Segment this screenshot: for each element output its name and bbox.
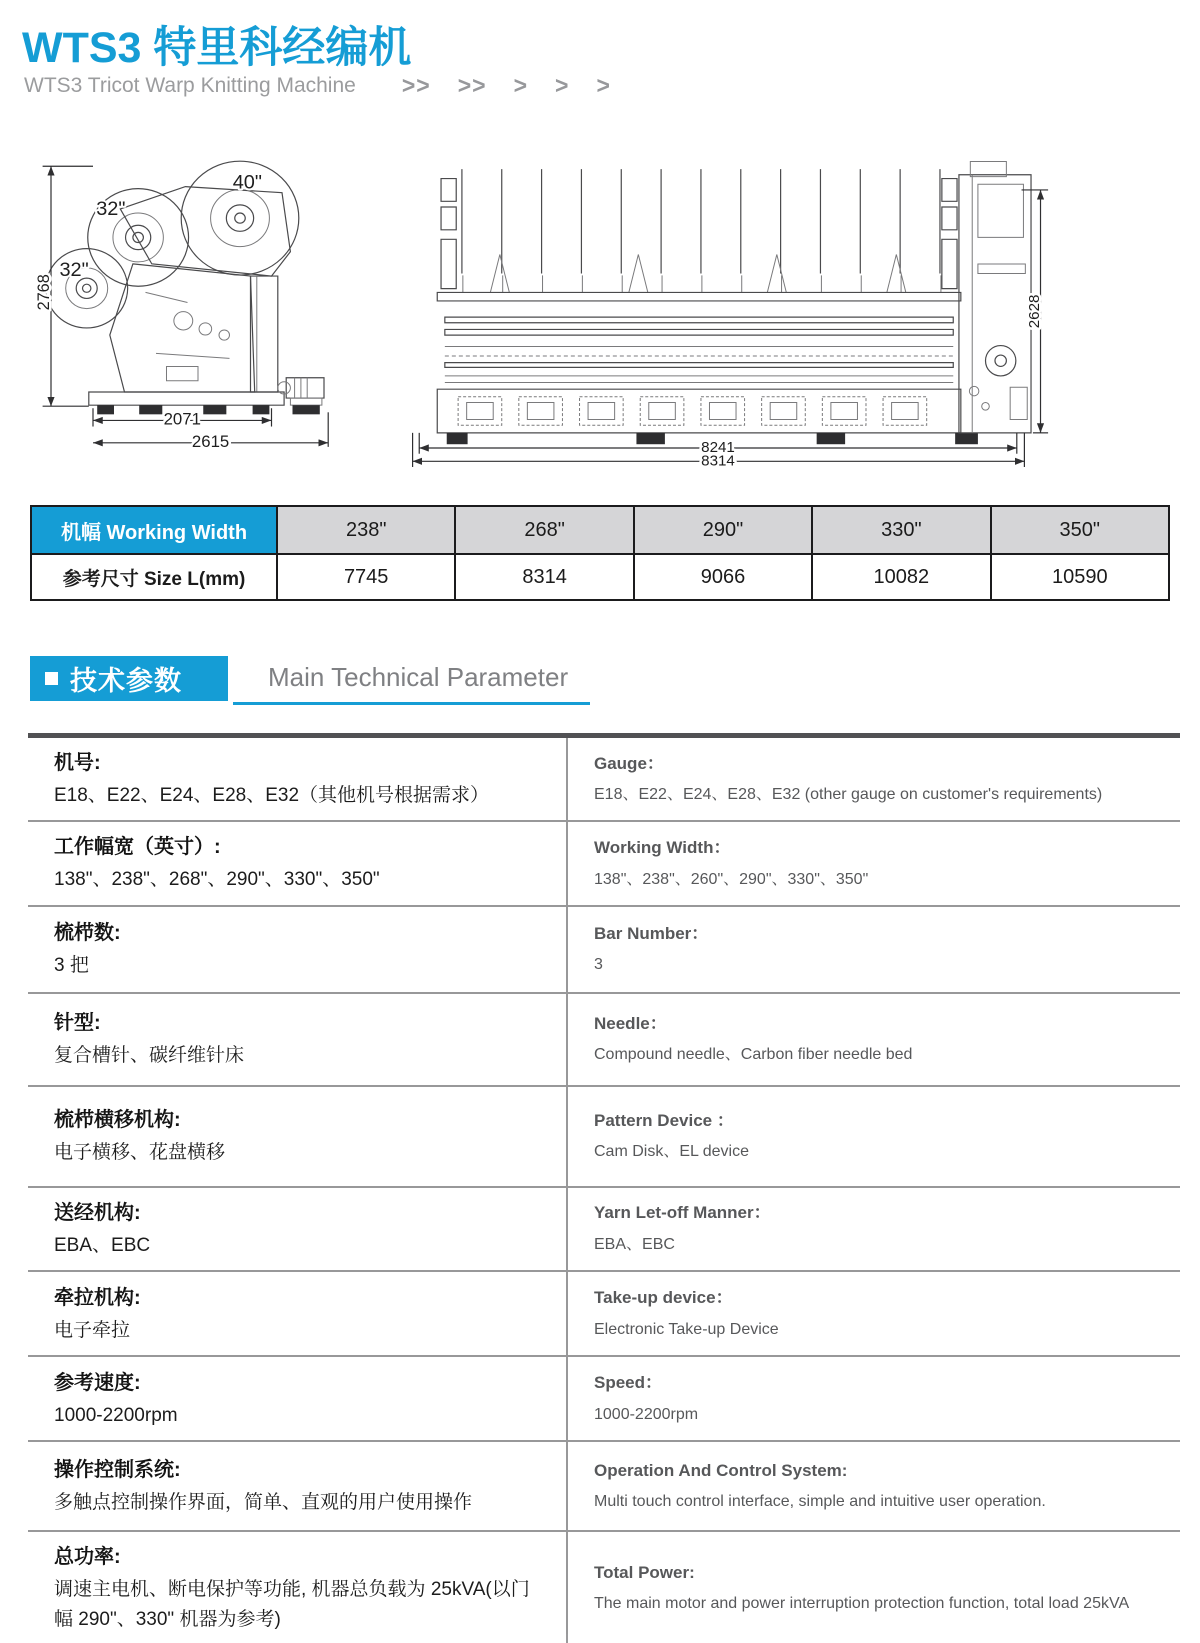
spec-value-en: Cam Disk、EL device: [594, 1143, 750, 1161]
spec-value-cn: 3 把: [54, 955, 89, 977]
spec-value-cn: 调速主电机、断电保护等功能, 机器总负载为 25kVA(以门幅 290"、330" 机器为参考): [54, 1579, 530, 1630]
dim-height-side: 2768: [33, 274, 54, 311]
spec-label-en: Take-up device：: [594, 1288, 733, 1308]
spec-cell-en: [568, 738, 1180, 820]
front-view-diagram: [405, 152, 1050, 467]
table-row-size: [31, 554, 1169, 600]
width-cell: 268": [455, 506, 633, 554]
spec-table: [28, 733, 1180, 1643]
spec-row-gauge: [28, 738, 1180, 822]
spec-value-en: EBA、EBC: [594, 1235, 675, 1253]
spec-value-en: E18、E22、E24、E28、E32 (other gauge on customer's requirements): [594, 786, 1103, 804]
page-subtitle-row: [24, 72, 611, 99]
width-cell: 330": [812, 506, 990, 554]
spec-cell-en: [568, 1532, 1180, 1643]
spec-row-bar-number: [28, 907, 1180, 994]
spec-cell-en: [568, 1442, 1180, 1530]
spec-cell-cn: [28, 1087, 568, 1186]
spec-value-en: Compound needle、Carbon fiber needle bed: [594, 1046, 913, 1064]
spec-cell-en: [568, 1188, 1180, 1270]
size-row-label: 参考尺寸 Size L(mm): [31, 554, 277, 600]
beam-label-32-bottom: 32": [59, 259, 89, 281]
section-badge-label: 技术参数: [70, 666, 182, 696]
spec-cell-cn: [28, 1188, 568, 1270]
spec-label-cn: 送经机构:: [54, 1201, 141, 1224]
spec-cell-cn: [28, 1272, 568, 1355]
width-cell: 290": [634, 506, 812, 554]
spec-cell-en: [568, 994, 1180, 1085]
spec-label-cn: 参考速度:: [54, 1371, 141, 1394]
section-badge: [30, 656, 228, 701]
spec-label-en: Needle：: [594, 1013, 667, 1033]
spec-cell-en: [568, 822, 1180, 904]
spec-cell-en: [568, 1087, 1180, 1186]
spec-label-cn: 操作控制系统:: [54, 1459, 181, 1482]
spec-label-en: Total Power:: [594, 1562, 695, 1582]
spec-value-en: 3: [594, 956, 603, 974]
spec-cell-cn: [28, 1357, 568, 1440]
dim-width-inner-front: 8241: [701, 439, 735, 457]
dim-height-front: 2628: [1025, 294, 1043, 329]
spec-label-en: Gauge：: [594, 753, 664, 773]
size-cell: 9066: [634, 554, 812, 600]
spec-row-working-width: [28, 822, 1180, 906]
side-view-diagram: [30, 150, 345, 455]
spec-label-cn: 梳栉数:: [54, 922, 121, 945]
square-bullet-icon: [45, 672, 58, 685]
spec-value-cn: 复合槽针、碳纤维针床: [54, 1045, 245, 1067]
spec-cell-cn: [28, 907, 568, 992]
spec-value-cn: 138"、238"、268"、290"、330"、350": [54, 869, 380, 891]
spec-row-total-power: [28, 1532, 1180, 1643]
spec-value-cn: 多触点控制操作界面，简单、直观的用户使用操作: [54, 1492, 473, 1514]
spec-cell-en: [568, 1357, 1180, 1440]
spec-cell-cn: [28, 738, 568, 820]
spec-cell-cn: [28, 1442, 568, 1530]
spec-value-en: 1000-2200rpm: [594, 1405, 699, 1423]
chevron-icon: >: [596, 71, 611, 99]
section-underline: [233, 702, 590, 705]
spec-value-en: Multi touch control interface, simple and intuitive user operation.: [594, 1493, 1046, 1511]
width-cell: 350": [991, 506, 1169, 554]
working-width-header: 机幅 Working Width: [31, 506, 277, 554]
page-subtitle: WTS3 Tricot Warp Knitting Machine: [24, 73, 356, 97]
chevron-right-icons: [402, 72, 611, 99]
spec-value-en: Electronic Take-up Device: [594, 1320, 779, 1338]
spec-value-en: 138"、238"、260"、290"、330"、350": [594, 870, 869, 888]
spec-label-cn: 机号:: [54, 752, 101, 774]
creel-posts: [441, 169, 957, 292]
spec-label-en: Operation And Control System:: [594, 1460, 848, 1480]
chevron-double-icon: >>: [401, 71, 431, 99]
spec-value-cn: E18、E22、E24、E28、E32（其他机号根据需求）: [54, 785, 490, 806]
spec-label-cn: 梳栉横移机构:: [54, 1109, 181, 1132]
spec-row-needle: [28, 994, 1180, 1087]
spec-cell-en: [568, 1272, 1180, 1355]
spec-cell-cn: [28, 1532, 568, 1643]
spec-label-cn: 牵拉机构:: [54, 1286, 141, 1309]
spec-row-speed: [28, 1357, 1180, 1442]
spec-label-cn: 针型:: [54, 1012, 101, 1035]
machine-frame: [89, 187, 324, 415]
spec-row-pattern-device: [28, 1087, 1180, 1188]
beam-label-32-top: 32": [96, 198, 126, 220]
spec-value-cn: 电子牵拉: [54, 1319, 131, 1341]
size-cell: 7745: [277, 554, 455, 600]
spec-label-cn: 工作幅宽（英寸）:: [54, 836, 221, 859]
chevron-double-icon: >>: [457, 71, 487, 99]
drive-unit: [959, 161, 1031, 432]
chevron-icon: >: [513, 71, 529, 99]
chevron-icon: >: [555, 71, 570, 99]
working-width-table: [30, 505, 1170, 601]
size-cell: 10082: [812, 554, 990, 600]
spec-label-cn: 总功率:: [54, 1546, 121, 1569]
spec-value-cn: EBA、EBC: [54, 1234, 151, 1256]
dim-width-inner-side: 2071: [163, 409, 201, 429]
section-title: Main Technical Parameter: [268, 662, 569, 692]
machine-beams: [437, 292, 961, 382]
dim-width-outer-front: 8314: [701, 452, 735, 467]
spec-row-yarn-letoff: [28, 1188, 1180, 1272]
spec-cell-cn: [28, 994, 568, 1085]
spec-label-en: Yarn Let-off Manner：: [594, 1203, 771, 1223]
spec-label-en: Working Width：: [594, 838, 731, 857]
spec-cell-en: [568, 907, 1180, 992]
spec-row-takeup: [28, 1272, 1180, 1357]
width-cell: 238": [277, 506, 455, 554]
spec-value-cn: 电子横移、花盘横移: [54, 1142, 226, 1164]
dim-width-outer-side: 2615: [191, 432, 230, 452]
spec-row-control-system: [28, 1442, 1180, 1532]
page-title: WTS3 特里科经编机: [22, 24, 412, 72]
size-cell: 10590: [991, 554, 1169, 600]
spec-value-en: The main motor and power interruption protection function, total load 25kVA: [594, 1595, 1130, 1613]
machine-base: [437, 389, 978, 444]
beam-label-40: 40": [232, 171, 262, 194]
spec-value-cn: 1000-2200rpm: [54, 1404, 178, 1426]
spec-label-en: Bar Number：: [594, 923, 709, 943]
spec-label-en: Pattern Device ：: [594, 1110, 734, 1130]
size-cell: 8314: [455, 554, 633, 600]
table-divider-stub: [566, 1634, 568, 1643]
spec-label-en: Speed：: [594, 1373, 663, 1393]
table-row-working-width: [31, 506, 1169, 554]
spec-cell-cn: [28, 822, 568, 904]
